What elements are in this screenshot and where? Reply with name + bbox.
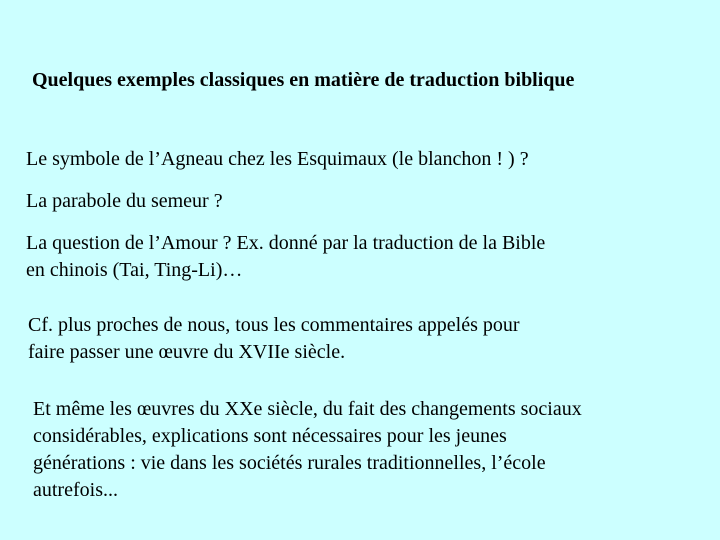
paragraph-agneau [26, 146, 529, 173]
paragraph-line: Cf. plus proches de nous, tous les commentaires appelés pour [28, 314, 520, 336]
paragraph-line: générations : vie dans les sociétés rurales traditionnelles, l’école [33, 452, 546, 474]
paragraph-line: faire passer une œuvre du XVIIe siècle. [28, 341, 346, 363]
paragraph-line: La question de l’Amour ? Ex. donné par la traduction de la Bible [26, 232, 546, 254]
paragraph-line: autrefois... [33, 479, 118, 501]
paragraph-line: en chinois (Tai, Ting-Li)… [26, 259, 243, 281]
paragraph-xviie-siecle [28, 312, 520, 366]
paragraph-xxe-siecle [33, 396, 582, 504]
paragraph-semeur [26, 188, 223, 215]
paragraph-amour [26, 230, 545, 284]
paragraph-line: Et même les œuvres du XXe siècle, du fait des changements sociaux [33, 398, 582, 420]
paragraph-line: considérables, explications sont nécessaires pour les jeunes [33, 425, 507, 447]
slide-title: Quelques exemples classiques en matière de traduction biblique [32, 69, 575, 91]
paragraph-line: Le symbole de l’Agneau chez les Esquimaux (le blanchon ! ) ? [26, 148, 529, 170]
paragraph-line: La parabole du semeur ? [26, 190, 223, 212]
